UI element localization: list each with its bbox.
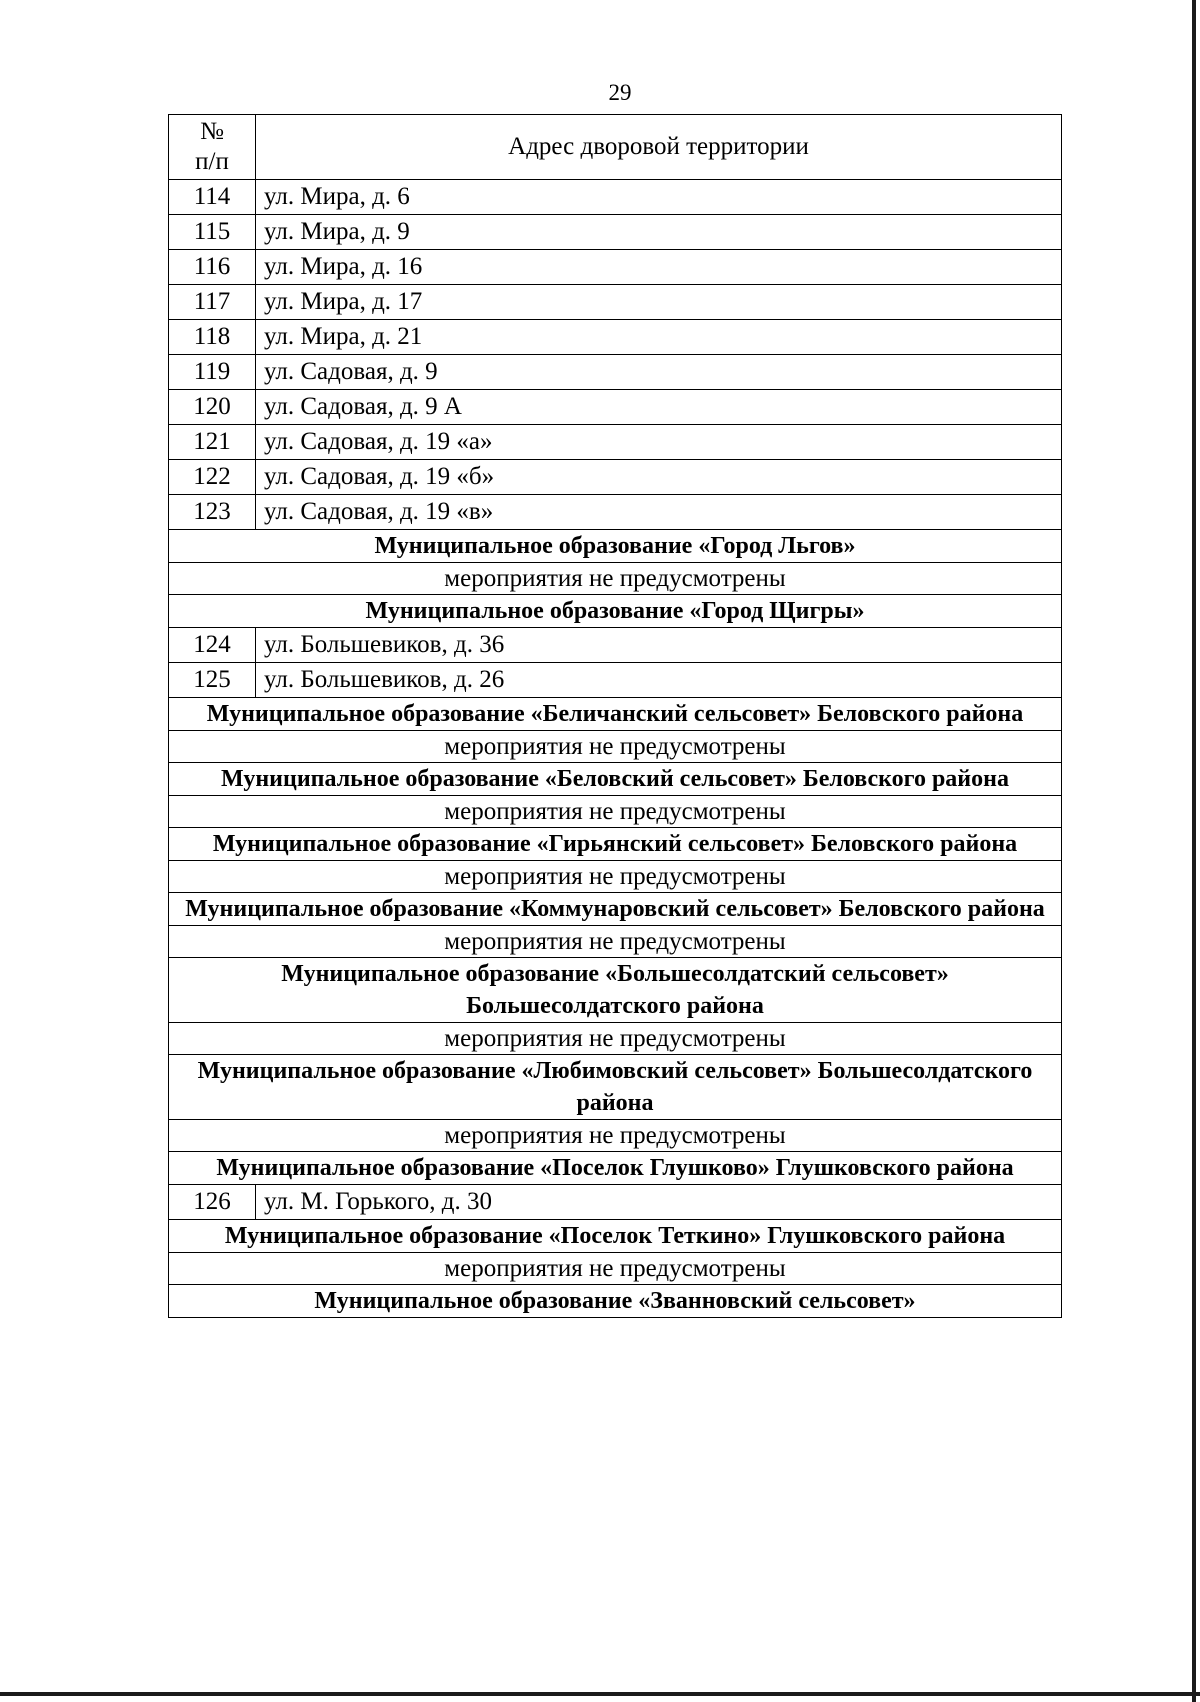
no-measures-note: мероприятия не предусмотрены [169, 796, 1062, 828]
table-body [169, 115, 1062, 1318]
header-num [169, 115, 256, 180]
row-number: 123 [169, 495, 256, 530]
table-row [169, 355, 1062, 390]
section-header-row [169, 595, 1062, 628]
row-number: 119 [169, 355, 256, 390]
row-number: 121 [169, 425, 256, 460]
no-measures-note: мероприятия не предусмотрены [169, 563, 1062, 595]
section-title: Муниципальное образование «Город Льгов» [169, 530, 1062, 563]
row-number: 117 [169, 285, 256, 320]
row-number: 116 [169, 250, 256, 285]
table-row [169, 390, 1062, 425]
header-address-text: Адрес дворовой территории [508, 133, 809, 160]
table-row [169, 425, 1062, 460]
table-row [169, 495, 1062, 530]
section-header-row [169, 1220, 1062, 1253]
no-measures-row [169, 796, 1062, 828]
table-row [169, 460, 1062, 495]
row-number: 120 [169, 390, 256, 425]
no-measures-note: мероприятия не предусмотрены [169, 1023, 1062, 1055]
row-number: 122 [169, 460, 256, 495]
row-address: ул. Садовая, д. 9 [256, 355, 1062, 390]
no-measures-note: мероприятия не предусмотрены [169, 731, 1062, 763]
section-title: Муниципальное образование «Поселок Глушково» Глушковского района [169, 1152, 1062, 1185]
row-address: ул. Мира, д. 9 [256, 215, 1062, 250]
header-num-text: № п/п [195, 118, 229, 175]
section-header-row [169, 1285, 1062, 1318]
row-number: 118 [169, 320, 256, 355]
row-address: ул. Садовая, д. 19 «а» [256, 425, 1062, 460]
scan-edge-right [1192, 0, 1196, 1702]
table-row [169, 628, 1062, 663]
row-number: 125 [169, 663, 256, 698]
table-row [169, 250, 1062, 285]
section-header-row [169, 958, 1062, 1023]
row-address: ул. Большевиков, д. 26 [256, 663, 1062, 698]
section-title: Муниципальное образование «Званновский сельсовет» [169, 1285, 1062, 1318]
no-measures-note: мероприятия не предусмотрены [169, 861, 1062, 893]
row-address: ул. Большевиков, д. 36 [256, 628, 1062, 663]
no-measures-row [169, 1120, 1062, 1152]
row-number: 114 [169, 180, 256, 215]
row-address: ул. Садовая, д. 19 «б» [256, 460, 1062, 495]
section-header-row [169, 530, 1062, 563]
row-number: 124 [169, 628, 256, 663]
table-row [169, 320, 1062, 355]
row-address: ул. Мира, д. 21 [256, 320, 1062, 355]
no-measures-row [169, 1023, 1062, 1055]
row-address: ул. Мира, д. 16 [256, 250, 1062, 285]
section-title: Муниципальное образование «Любимовский сельсовет» Большесолдатского района [169, 1055, 1062, 1120]
section-title: Муниципальное образование «Гирьянский сельсовет» Беловского района [169, 828, 1062, 861]
scan-edge-bottom [0, 1692, 1200, 1696]
table-row [169, 663, 1062, 698]
section-title: Муниципальное образование «Поселок Теткино» Глушковского района [169, 1220, 1062, 1253]
row-number: 115 [169, 215, 256, 250]
no-measures-row [169, 926, 1062, 958]
no-measures-note: мероприятия не предусмотрены [169, 1120, 1062, 1152]
section-title: Муниципальное образование «Большесолдатский сельсовет» Большесолдатского района [169, 958, 1062, 1023]
no-measures-row [169, 563, 1062, 595]
address-table [168, 114, 1062, 1318]
section-title: Муниципальное образование «Беловский сельсовет» Беловского района [169, 763, 1062, 796]
section-title: Муниципальное образование «Город Щигры» [169, 595, 1062, 628]
table-row [169, 180, 1062, 215]
section-header-row [169, 1055, 1062, 1120]
row-address: ул. М. Горького, д. 30 [256, 1185, 1062, 1220]
row-address: ул. Садовая, д. 9 А [256, 390, 1062, 425]
table-row [169, 285, 1062, 320]
no-measures-row [169, 861, 1062, 893]
section-header-row [169, 1152, 1062, 1185]
no-measures-row [169, 731, 1062, 763]
table-row [169, 215, 1062, 250]
no-measures-note: мероприятия не предусмотрены [169, 1253, 1062, 1285]
page-number: 29 [608, 80, 632, 105]
section-header-row [169, 828, 1062, 861]
table-row [169, 1185, 1062, 1220]
row-number: 126 [169, 1185, 256, 1220]
header-address [256, 115, 1062, 180]
section-title: Муниципальное образование «Коммунаровский сельсовет» Беловского района [169, 893, 1062, 926]
section-header-row [169, 893, 1062, 926]
section-title: Муниципальное образование «Беличанский сельсовет» Беловского района [169, 698, 1062, 731]
no-measures-row [169, 1253, 1062, 1285]
row-address: ул. Мира, д. 6 [256, 180, 1062, 215]
section-header-row [169, 763, 1062, 796]
row-address: ул. Мира, д. 17 [256, 285, 1062, 320]
row-address: ул. Садовая, д. 19 «в» [256, 495, 1062, 530]
no-measures-note: мероприятия не предусмотрены [169, 926, 1062, 958]
table-header-row [169, 115, 1062, 180]
section-header-row [169, 698, 1062, 731]
